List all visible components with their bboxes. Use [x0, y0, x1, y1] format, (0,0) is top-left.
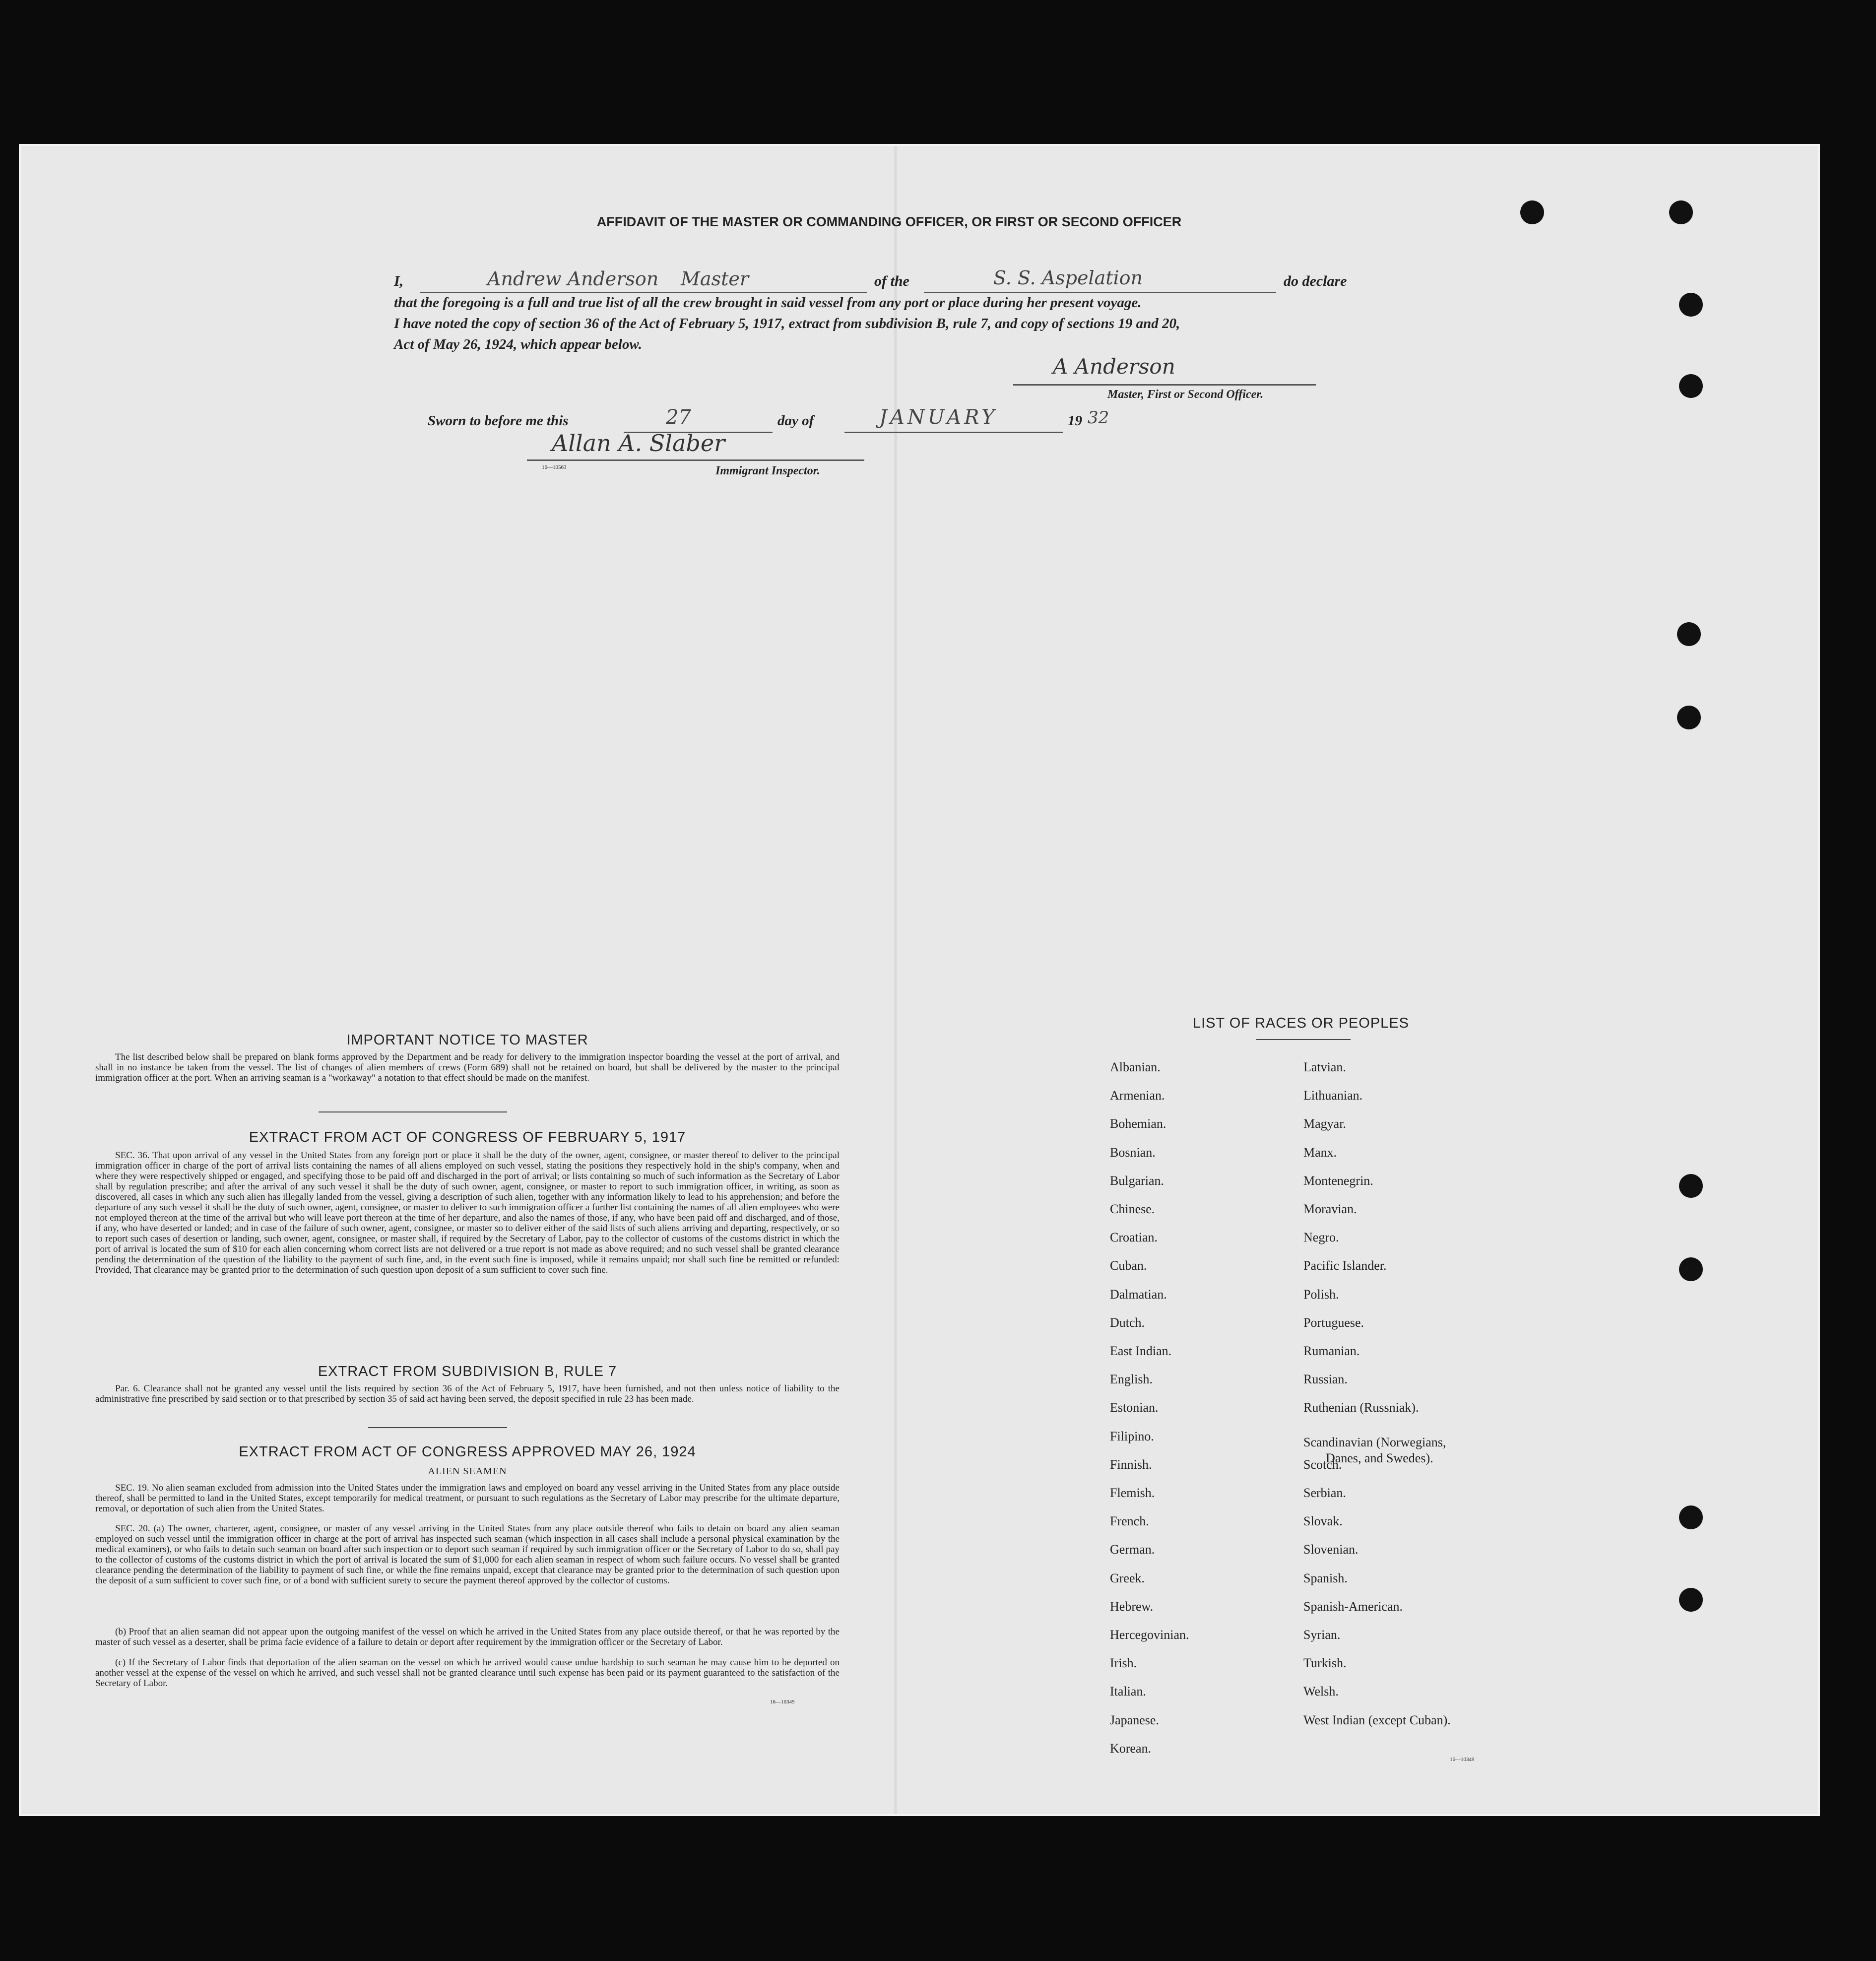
- race-item: West Indian (except Cuban).: [1303, 1712, 1451, 1727]
- race-item: Italian.: [1110, 1684, 1146, 1699]
- punch-hole: [1679, 374, 1703, 398]
- affidavit-body-2: I have noted the copy of section 36 of the Act of February 5, 1917, extract from subdivision B, rule 7, and copy of sections 19 and 20,: [394, 316, 1180, 331]
- punch-hole: [1677, 706, 1701, 729]
- race-item: Hebrew.: [1110, 1599, 1154, 1614]
- race-item: Scotch.: [1303, 1457, 1342, 1472]
- race-item: German.: [1110, 1542, 1155, 1557]
- notice-title: IMPORTANT NOTICE TO MASTER: [346, 1032, 588, 1048]
- race-item: Rumanian.: [1303, 1344, 1360, 1358]
- vessel-name: S. S. Aspelation: [993, 267, 1143, 289]
- extract-1917-title: EXTRACT FROM ACT OF CONGRESS OF FEBRUARY 5, 1917: [249, 1129, 686, 1145]
- race-item: Dalmatian.: [1110, 1287, 1167, 1302]
- race-item: Estonian.: [1110, 1400, 1159, 1415]
- sworn-day: 27: [666, 406, 691, 429]
- race-item: Dutch.: [1110, 1315, 1145, 1330]
- notice-text: The list described below shall be prepared on blank forms approved by the Department and be ready for delivery to the immigration inspector boarding the vessel at the port of arrival, and shall in no instance be taken from the vessel. The list of changes of alien members of crews (Form 689) shall not be retained on board, but shall be delivered by the master to the principal immigration officer at the port. When an arriving seaman is a "workaway" a notation to that effect should be made on the manifest.: [95, 1052, 840, 1083]
- race-item: Irish.: [1110, 1656, 1137, 1671]
- affidavit-form-number: 16—10563: [542, 464, 567, 470]
- race-item: Scandinavian (Norwegians,: [1303, 1435, 1446, 1449]
- race-item: Turkish.: [1303, 1656, 1347, 1671]
- race-item: Hercegovinian.: [1110, 1628, 1189, 1642]
- sec20a-text: SEC. 20. (a) The owner, charterer, agent, consignee, or master of any vessel arriving in the United States from any place outside thereof who fails to detain on board any alien seaman employed on such vessel until the immigration officer in charge at the port of arrival has inspected such seaman (which inspection in all cases shall include a personal physical examination by the medical examiners), or who fails to detain such seaman on board after such inspection or to deport such seaman if required by such immigration officer or the Secretary of Labor to do so, shall pay to the collector of customs of the customs district in which the port of arrival is located the sum of $1,000 for each alien seaman in respect of whom such failure occurs. No vessel shall be granted clearance pending the determination of the liability to payment of such fine, or while the fine remains unpaid, except that clearance may be granted prior to the determination of such question upon the deposit of a sum sufficient to cover such fine, or of a bond with sufficient surety to secure the payment thereof approved by the collector of customs.: [95, 1523, 840, 1586]
- race-item: Moravian.: [1303, 1202, 1357, 1216]
- race-item: Ruthenian (Russniak).: [1303, 1400, 1419, 1415]
- affidavit-body-1: that the foregoing is a full and true list of all the crew brought in said vessel from any port or place during her present voyage.: [394, 295, 1142, 311]
- sec19-text: SEC. 19. No alien seaman excluded from admission into the United States under the immigration laws and employed on board any vessel arriving in the United States from any place outside thereof, shall be permitted to land in the United States, except temporarily for medical treatment, or pursuant to such regulations as the Secretary of Labor may prescribe for the ultimate departure, removal, or deportation of such alien from the United States.: [95, 1483, 840, 1514]
- inspector-line: [527, 440, 864, 461]
- affidavit-of-the: of the: [874, 273, 909, 289]
- races-form-number: 16—10349: [1450, 1757, 1475, 1763]
- punch-hole: [1679, 1257, 1703, 1281]
- master-signature: A Anderson: [1053, 354, 1175, 379]
- race-item: Polish.: [1303, 1287, 1339, 1302]
- race-item: Bohemian.: [1110, 1116, 1166, 1131]
- race-item: Syrian.: [1303, 1628, 1341, 1642]
- race-item: Flemish.: [1110, 1486, 1155, 1500]
- race-item: English.: [1110, 1372, 1153, 1387]
- divider: [319, 1111, 507, 1112]
- inspector-caption: Immigrant Inspector.: [715, 464, 820, 477]
- race-item: Chinese.: [1110, 1202, 1155, 1216]
- master-rank: Master: [681, 268, 749, 290]
- race-item: Albanian.: [1110, 1060, 1161, 1074]
- race-item: Montenegrin.: [1303, 1173, 1373, 1188]
- day-of-label: day of: [777, 413, 814, 429]
- punch-hole: [1679, 1505, 1703, 1529]
- races-title: LIST OF RACES OR PEOPLES: [1192, 1015, 1410, 1031]
- affidavit-body-3: Act of May 26, 1924, which appear below.: [394, 336, 642, 352]
- race-item: Armenian.: [1110, 1088, 1165, 1103]
- race-item: Slovenian.: [1303, 1542, 1358, 1557]
- document-sheet: [19, 144, 1820, 1816]
- race-item: Greek.: [1110, 1570, 1145, 1585]
- punch-hole: [1679, 1174, 1703, 1198]
- rule7-title: EXTRACT FROM SUBDIVISION B, RULE 7: [318, 1364, 617, 1379]
- race-item: Finnish.: [1110, 1457, 1152, 1472]
- race-item: Welsh.: [1303, 1684, 1339, 1699]
- race-item: East Indian.: [1110, 1344, 1172, 1358]
- punch-hole: [1679, 1588, 1703, 1612]
- sec20b-text: (b) Proof that an alien seaman did not appear upon the outgoing manifest of the vessel on which he arrived in the United States from any place outside thereof, or that he was reported by the master of such vessel as a deserter, shall be prima facie evidence of a failure to detain or deport after requirement by the immigration officer or the Secretary of Labor.: [95, 1627, 840, 1647]
- affidavit-do-declare: do declare: [1284, 273, 1347, 289]
- punch-hole: [1669, 200, 1693, 224]
- year-prefix: 19: [1068, 413, 1082, 429]
- race-item: Bulgarian.: [1110, 1173, 1164, 1188]
- extract-1917-text: SEC. 36. That upon arrival of any vessel in the United States from any foreign port or place it shall be the duty of the owner, agent, consignee, or master thereof to deliver to the principal immigration officer in charge of the port of arrival lists containing the names of all aliens employed on such vessel, stating the positions they respectively hold in the ship's company, when and where they were respectively shipped or engaged, and specifying those to be paid off and discharged in the port of arrival; or lists containing so much of such information as the Secretary of Labor shall by regulation prescribe; and after the arrival of any such vessel it shall be the duty of such owner, agent, consignee, or master to report to such immigration officer, in writing, as soon as discovered, all cases in which any such alien has illegally landed from the vessel, giving a description of such alien, together with any information likely to lead to his apprehension; and before the departure of any such vessel it shall be the duty of such owner, agent, consignee, or master to deliver to such immigration officer a further list containing the names of all alien employees who were not employed thereon at the time of the arrival but who will leave port thereon at the time of her departure, and also the names of those, if any, who have been paid off and discharged, and of those, if any, who have deserted or landed; and in case of the failure of such owner, agent, consignee, or master so to deliver either of the said lists of such aliens arriving and departing, respectively, or so to report such cases of desertion or landing, such owner, agent, consignee, or master shall, if required by the Secretary of Labor, pay to the collector of customs of the customs district in which the port of arrival is located the sum of $10 for each alien concerning whom correct lists are not delivered or a true report is not made as above required; and no such vessel shall be granted clearance pending the determination of the question of the liability to the payment of such fine, and, in the event such fine is imposed, while it remains unpaid; nor shall such fine be remitted or refunded: Provided, That clearance may be granted prior to the determination of such question upon deposit of a sum sufficient to cover such fine.: [95, 1150, 840, 1275]
- punch-hole: [1520, 200, 1544, 224]
- race-item: Negro.: [1303, 1230, 1339, 1245]
- sworn-month: JANUARY: [879, 406, 998, 429]
- act-1924-title: EXTRACT FROM ACT OF CONGRESS APPROVED MAY 26, 1924: [239, 1444, 696, 1460]
- punch-hole: [1677, 622, 1701, 646]
- sec20c-text: (c) If the Secretary of Labor finds that deportation of the alien seaman on the vessel on which he arrived would cause undue hardship to such seaman he may cause him to be deported on another vessel at the expense of the vessel on which he arrived, and such vessel shall not be granted clearance until such expense has been paid or its payment guaranteed to the satisfaction of the Secretary of Labor.: [95, 1657, 840, 1689]
- sworn-year: 32: [1088, 408, 1109, 428]
- signature-line: [1013, 364, 1316, 386]
- punch-hole: [1679, 293, 1703, 317]
- race-item: Cuban.: [1110, 1258, 1147, 1273]
- race-item: Serbian.: [1303, 1486, 1346, 1500]
- sworn-label: Sworn to before me this: [428, 413, 569, 429]
- race-item: Danes, and Swedes).: [1326, 1450, 1433, 1465]
- signature-caption: Master, First or Second Officer.: [1107, 388, 1264, 401]
- race-item: Slovak.: [1303, 1514, 1343, 1529]
- race-item: Croatian.: [1110, 1230, 1158, 1245]
- page-fold: [894, 146, 897, 1814]
- race-item: Latvian.: [1303, 1060, 1346, 1074]
- act-form-number: 16—10349: [770, 1699, 795, 1705]
- race-item: Spanish.: [1303, 1570, 1348, 1585]
- master-name: Andrew Anderson: [487, 268, 659, 290]
- race-item: Manx.: [1303, 1145, 1337, 1160]
- inspector-signature: Allan A. Slaber: [552, 430, 725, 457]
- affidavit-i: I,: [394, 273, 404, 289]
- race-item: Filipino.: [1110, 1429, 1154, 1443]
- race-item: Korean.: [1110, 1741, 1152, 1756]
- race-item: Bosnian.: [1110, 1145, 1156, 1160]
- race-item: Japanese.: [1110, 1712, 1159, 1727]
- race-item: Pacific Islander.: [1303, 1258, 1387, 1273]
- race-item: Portuguese.: [1303, 1315, 1364, 1330]
- race-item: Spanish-American.: [1303, 1599, 1403, 1614]
- rule7-text: Par. 6. Clearance shall not be granted any vessel until the lists required by section 36 of the Act of February 5, 1917, have been furnished, and not then unless notice of liability to the administrative fine prescribed by said section or to that prescribed by section 35 of said act having been served, the deposit specified in rule 23 has been made.: [95, 1383, 840, 1404]
- race-item: French.: [1110, 1514, 1149, 1529]
- affidavit-heading: AFFIDAVIT OF THE MASTER OR COMMANDING OFFICER, OR FIRST OR SECOND OFFICER: [596, 214, 1182, 229]
- divider: [368, 1427, 507, 1428]
- race-item: Lithuanian.: [1303, 1088, 1363, 1103]
- race-item: Russian.: [1303, 1372, 1348, 1387]
- race-item: Magyar.: [1303, 1116, 1346, 1131]
- act-1924-subtitle: ALIEN SEAMEN: [428, 1466, 507, 1477]
- divider: [1256, 1039, 1351, 1040]
